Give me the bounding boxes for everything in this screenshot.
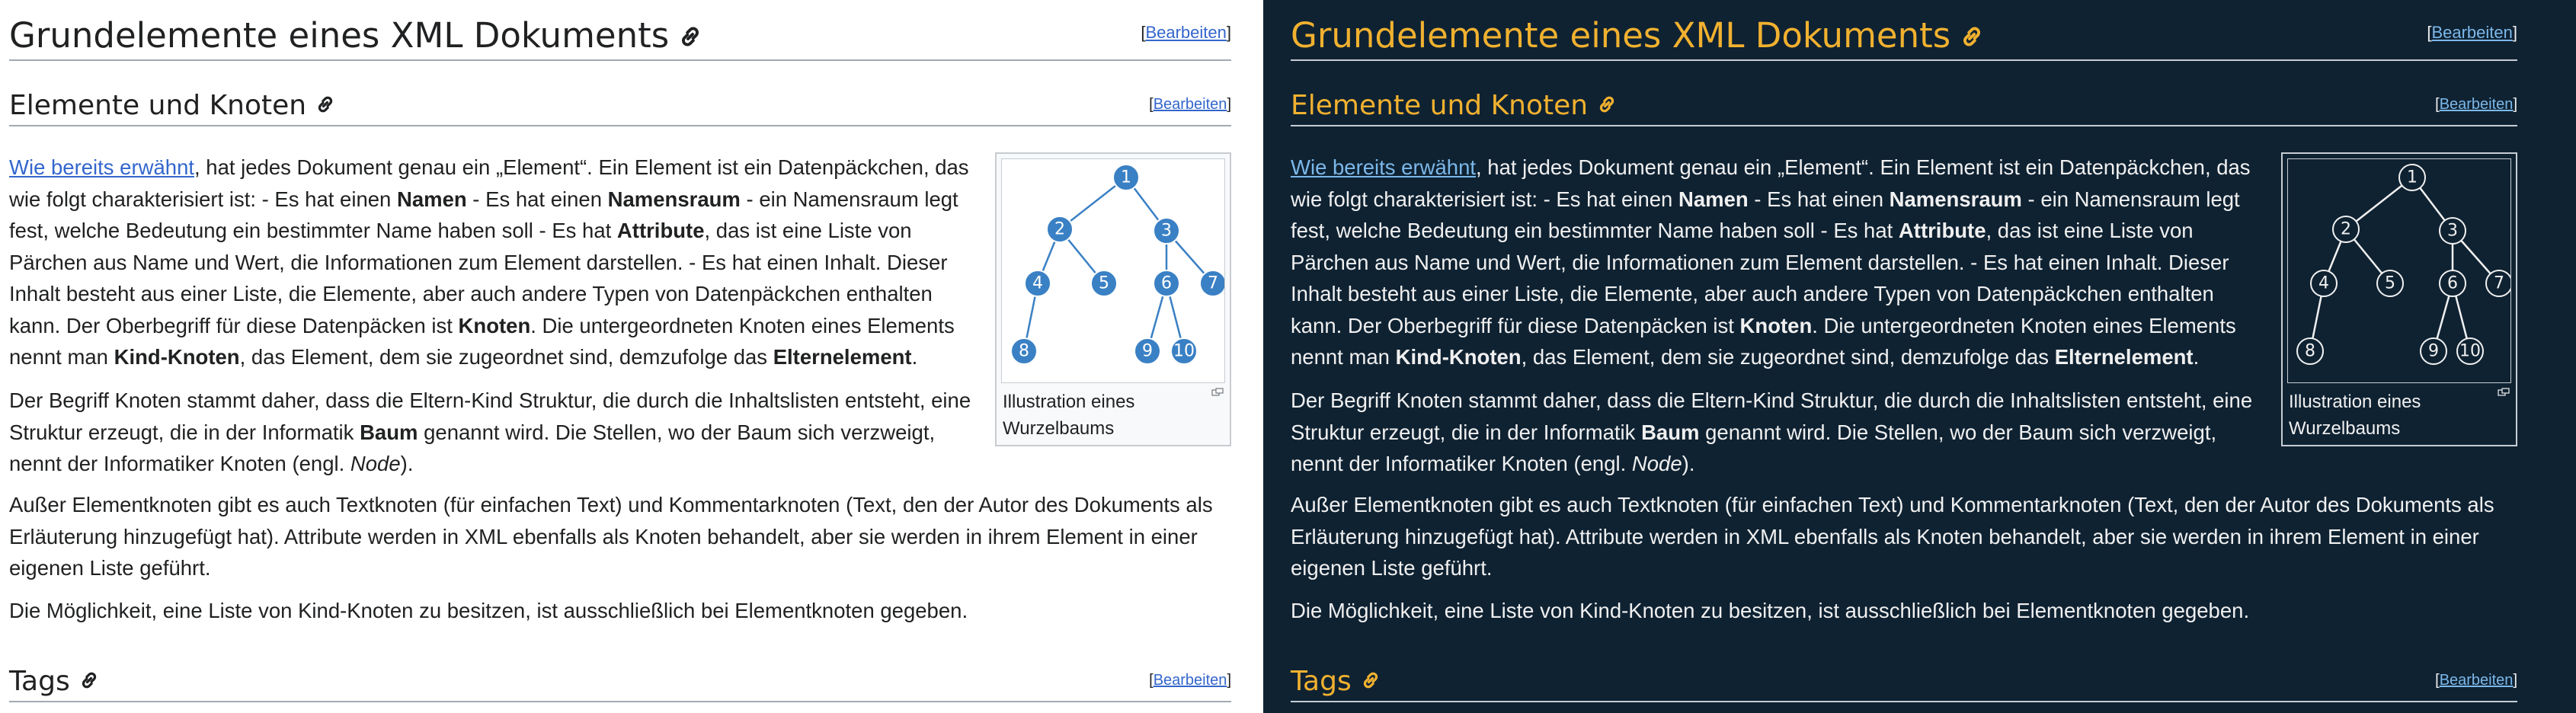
tree-image[interactable] [1001,158,1225,383]
magnify-icon[interactable] [2498,387,2510,399]
dark-theme-pane [1263,0,2576,713]
tree-node [2377,270,2403,296]
edit-link: [Bearbeiten] [2427,23,2517,42]
link-icon[interactable] [677,18,704,59]
svg-text:4: 4 [1032,273,1043,293]
paragraph-knoten: Der Begriff Knoten stammt daher, dass die Eltern-Kind Struktur, die durch die Inhaltslisten entsteht, eine Struktur erzeugt, die in der Informatik Baum genannt wird. Die Stellen, wo der Baum sich verzweigt, nennt der Informatiker Knoten (engl. Node). [9,388,971,475]
edit-link: [Bearbeiten] [2435,672,2517,689]
svg-text:7: 7 [1208,273,1218,293]
heading-grundelemente [9,14,1231,61]
edit-link: [Bearbeiten] [1149,96,1231,113]
svg-text:8: 8 [2305,341,2315,361]
heading-elemente-und-knoten [9,88,1231,126]
svg-text:1: 1 [1121,168,1131,187]
heading-title: Tags [1291,666,1382,699]
paragraph-elemente: Wie bereits erwähnt, hat jedes Dokument genau ein „Element“. Ein Element ist ein Datenpäckchen, das wie folgt charakterisiert ist: - Es hat einen Namen - Es hat einen Namensraum - ein Namensraum legt fest, welche Bedeutung ein bestimmter Name haben soll - Es hat Attribute, das ist eine Liste von Pärchen aus Name und Wert, die Informationen zum Element darstellen. - Es hat einen Inhalt. Dieser Inhalt besteht aus einer Liste, die Elemente, aber auch andere Typen von Datenpäckchen enthalten kann. Der Oberbegriff für diese Datenpäcken ist Knoten. Die untergeordneten Knoten eines Elements nennt man Kind-Knoten, das Element, dem sie zugeordnet sind, demzufolge das Elternelement. [1291,155,2251,369]
tree-node [1171,338,1197,364]
tree-figure [2281,152,2517,446]
tree-node [1047,216,1073,242]
tree-node [1113,165,1139,190]
paragraph-elemente: Wie bereits erwähnt, hat jedes Dokument genau ein „Element“. Ein Element ist ein Datenpäckchen, das wie folgt charakterisiert ist: - Es hat einen Namen - Es hat einen Namensraum - ein Namensraum legt fest, welche Bedeutung ein bestimmter Name haben soll - Es hat Attribute, das ist eine Liste von Pärchen aus Name und Wert, die Informationen zum Element darstellen. - Es hat einen Inhalt. Dieser Inhalt besteht aus einer Liste, die Elemente, aber auch andere Typen von Datenpäckchen enthalten kann. Der Oberbegriff für diese Datenpäcken ist Knoten. Die untergeordneten Knoten eines Elements nennt man Kind-Knoten, das Element, dem sie zugeordnet sind, demzufolge das Elternelement. [9,155,969,369]
heading-title: Elemente und Knoten [1291,90,1618,123]
heading-elemente-und-knoten [1291,88,2517,126]
heading-title: Grundelemente eines XML Dokuments [9,15,704,59]
svg-text:2: 2 [2341,219,2351,239]
tree-node [2486,270,2510,296]
edit-button[interactable]: Bearbeiten [2439,672,2514,689]
link-icon[interactable] [78,667,101,699]
heading-grundelemente [1291,14,2517,61]
tree-node [1091,270,1117,296]
edit-button[interactable]: Bearbeiten [1153,96,1227,113]
paragraph-textknoten: Außer Elementknoten gibt es auch Textknoten (für einfachen Text) und Kommentarknoten (Text, den der Autor des Dokuments als Erläuterung hinzugefügt hat). Attribute werden in XML ebenfalls als Knoten behandelt, aber sie werden in ihrem Element in einer eigenen Liste geführt. [9,493,1213,580]
figure-caption: Illustration eines Wurzelbaums [1003,392,1135,439]
link-icon[interactable] [314,91,337,123]
svg-text:6: 6 [2447,273,2458,293]
heading-title: Elemente und Knoten [9,90,337,123]
svg-text:9: 9 [2428,341,2439,361]
tree-node [2440,218,2466,244]
heading-title: Grundelemente eines XML Dokuments [1291,15,1986,59]
edit-link: [Bearbeiten] [2435,96,2517,113]
heading-title: Tags [9,666,101,699]
svg-text:3: 3 [1161,221,1172,241]
wie-bereits-erwaehnt-link[interactable]: Wie bereits erwähnt [1291,155,1477,179]
tree-node [1154,218,1179,244]
edit-button[interactable]: Bearbeiten [2431,23,2513,42]
tree-node [2297,338,2323,364]
svg-text:10: 10 [1173,341,1195,361]
light-theme-pane [0,0,1263,713]
tree-node [1154,270,1179,296]
tree-node [2311,270,2337,296]
edit-link: [Bearbeiten] [1149,672,1231,689]
edit-button[interactable]: Bearbeiten [2439,96,2514,113]
tree-node [2421,338,2446,364]
svg-text:9: 9 [1142,341,1153,361]
link-icon[interactable] [1958,18,1986,59]
tree-node [2333,216,2359,242]
svg-text:4: 4 [2318,273,2329,293]
wie-bereits-erwaehnt-link[interactable]: Wie bereits erwähnt [9,155,195,179]
tree-node [1134,338,1160,364]
magnify-icon[interactable] [1211,387,1224,399]
svg-text:6: 6 [1161,273,1172,293]
link-icon[interactable] [1359,667,1382,699]
link-icon[interactable] [1595,91,1618,123]
edit-button[interactable]: Bearbeiten [1153,672,1227,689]
svg-text:5: 5 [2385,273,2395,293]
paragraph-kind-knoten: Die Möglichkeit, eine Liste von Kind-Knoten zu besitzen, ist ausschließlich bei Elementknoten gegeben. [9,599,968,622]
tree-image[interactable] [2287,158,2511,383]
paragraph-kind-knoten: Die Möglichkeit, eine Liste von Kind-Knoten zu besitzen, ist ausschließlich bei Elementknoten gegeben. [1291,599,2250,622]
svg-text:2: 2 [1054,219,1065,239]
tree-node [2440,270,2466,296]
paragraph-textknoten: Außer Elementknoten gibt es auch Textknoten (für einfachen Text) und Kommentarknoten (Text, den der Autor des Dokuments als Erläuterung hinzugefügt hat). Attribute werden in XML ebenfalls als Knoten behandelt, aber sie werden in ihrem Element in einer eigenen Liste geführt. [1291,493,2494,580]
svg-text:5: 5 [1099,273,1109,293]
tree-node [2457,338,2483,364]
tree-node [1011,338,1037,364]
tree-node [1200,270,1224,296]
svg-text:8: 8 [1019,341,1029,361]
edit-link: [Bearbeiten] [1141,23,1231,42]
svg-text:1: 1 [2407,168,2418,187]
paragraph-knoten: Der Begriff Knoten stammt daher, dass die Eltern-Kind Struktur, die durch die Inhaltslisten entsteht, eine Struktur erzeugt, die in der Informatik Baum genannt wird. Die Stellen, wo der Baum sich verzweigt, nennt der Informatiker Knoten (engl. Node). [1291,388,2253,475]
heading-tags [1291,664,2517,702]
tree-figure [995,152,1231,446]
tree-node [1025,270,1051,296]
heading-tags [9,664,1231,702]
svg-text:3: 3 [2447,221,2458,241]
edit-button[interactable]: Bearbeiten [1145,23,1227,42]
tree-node [2399,165,2425,190]
figure-caption: Illustration eines Wurzelbaums [2289,392,2421,439]
svg-text:10: 10 [2459,341,2481,361]
svg-text:7: 7 [2494,273,2504,293]
